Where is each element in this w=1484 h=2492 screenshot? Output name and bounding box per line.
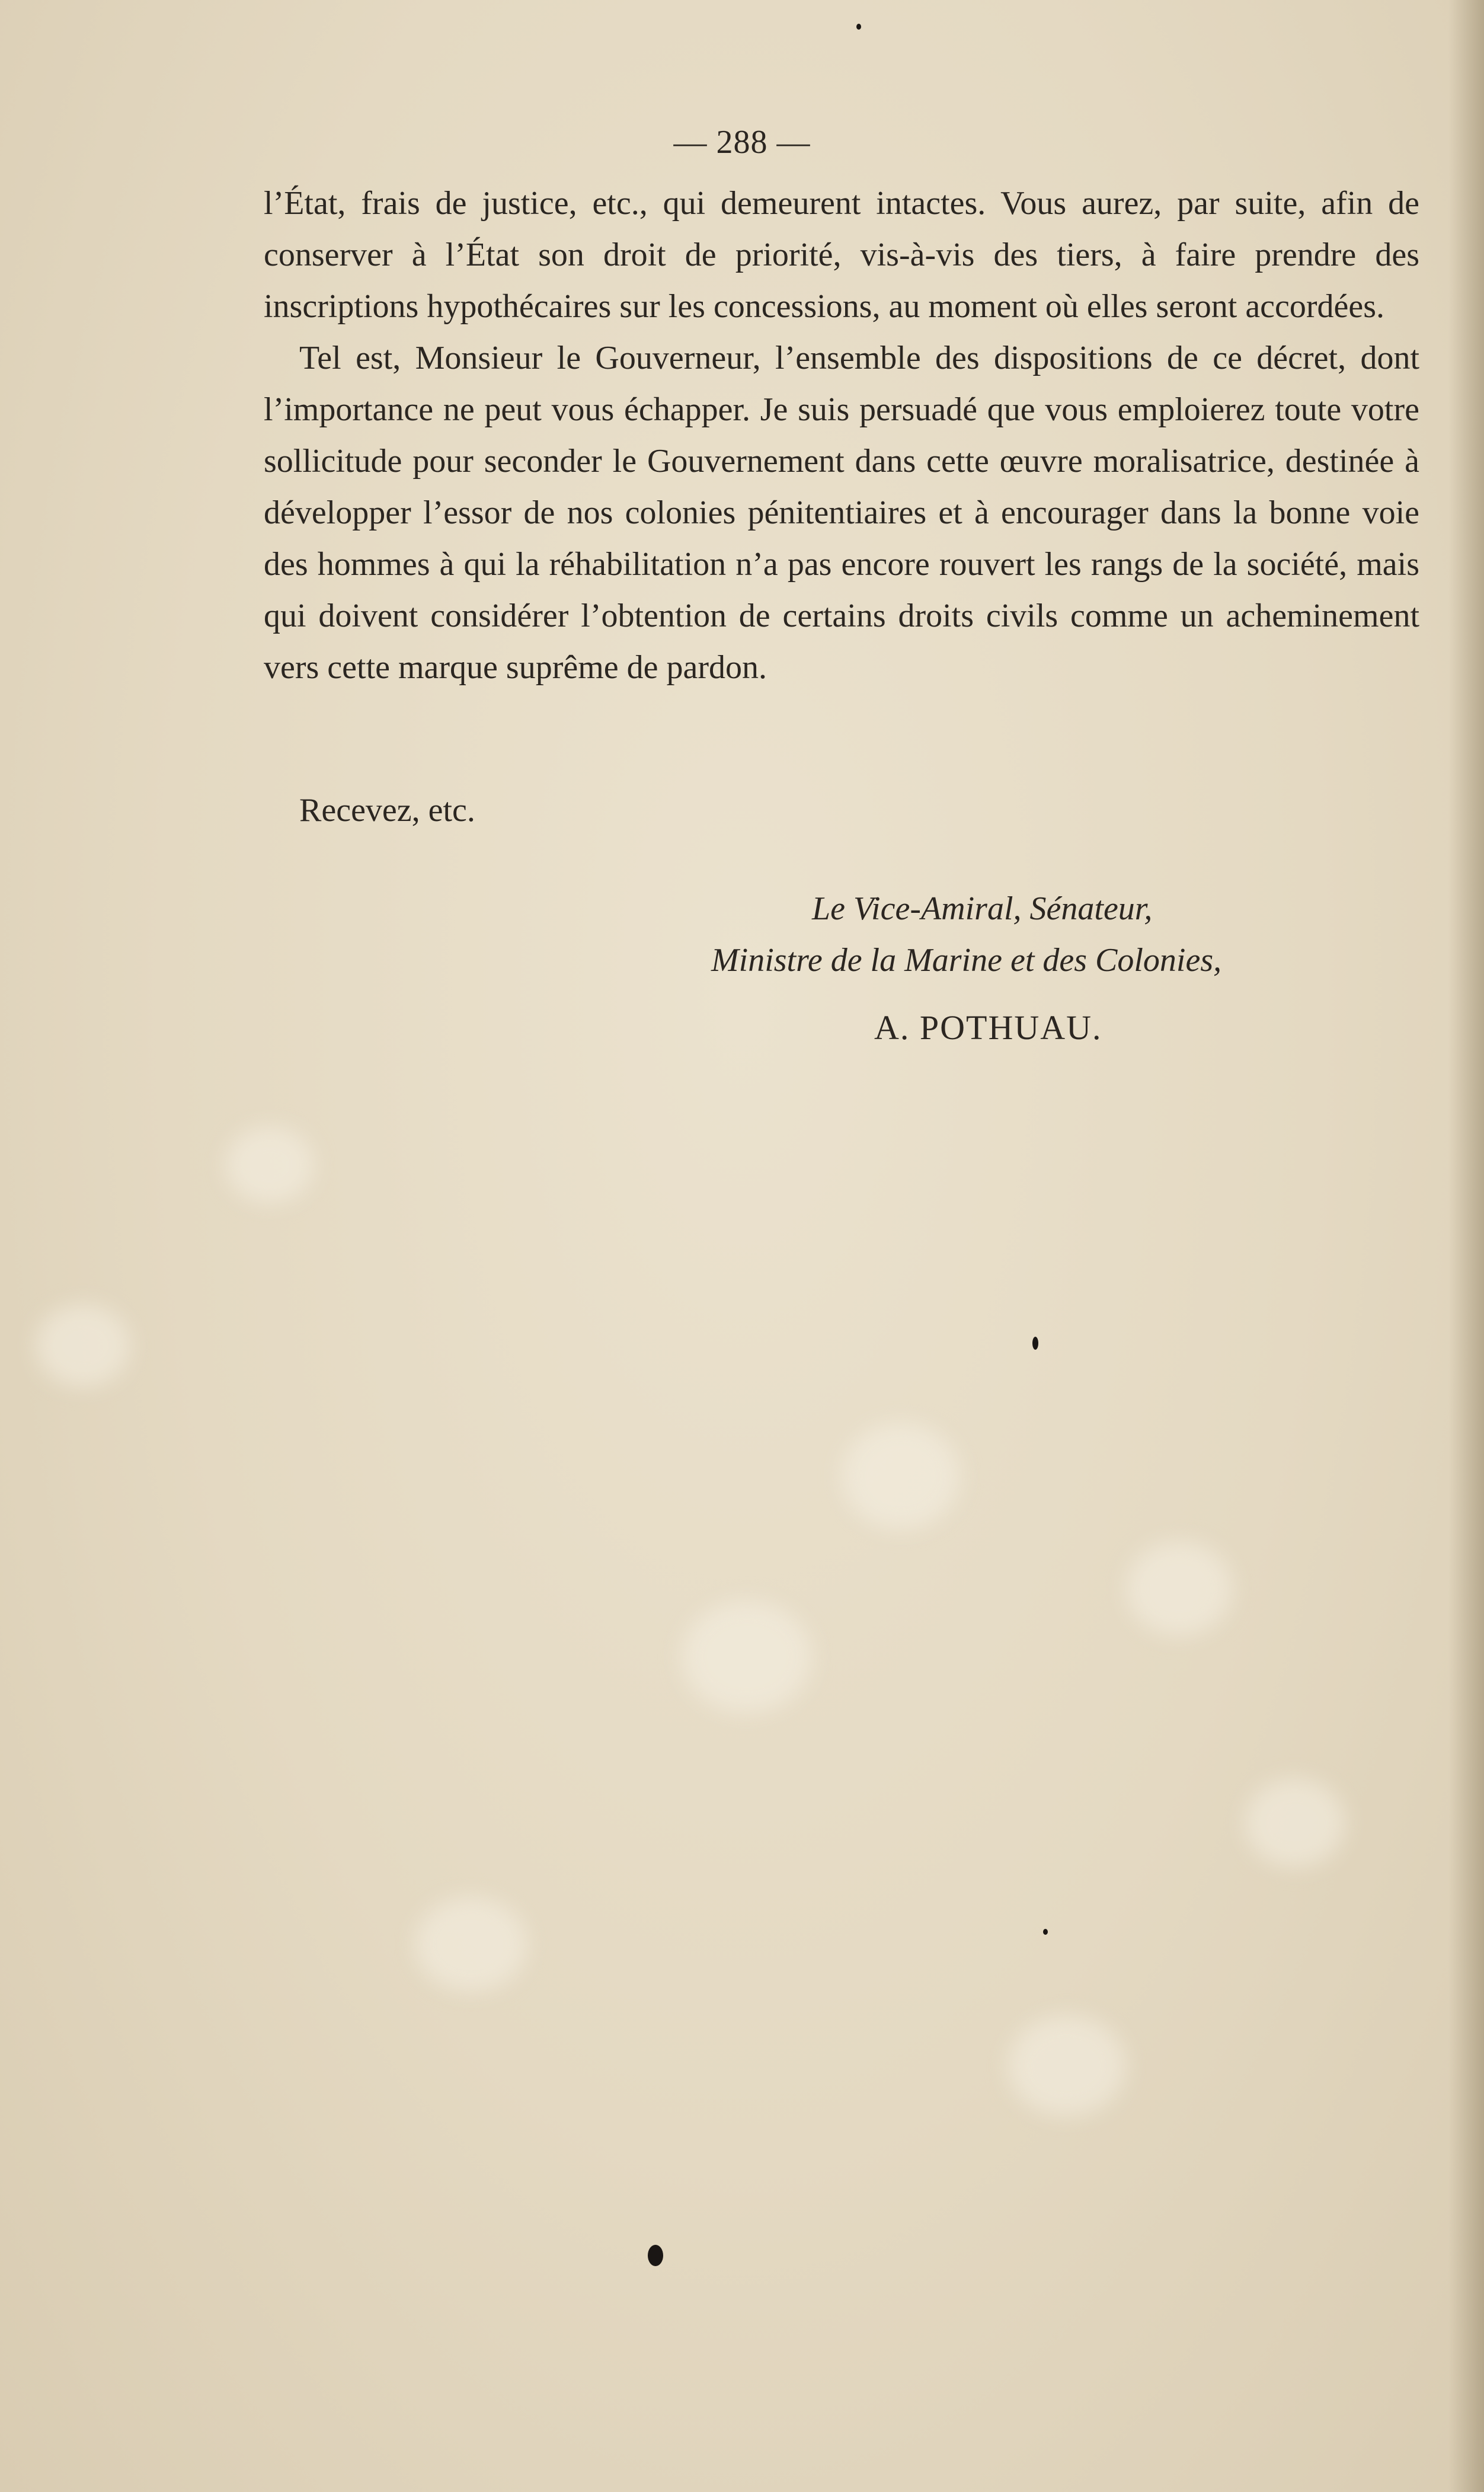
signature-title-line-2: Ministre de la Marine et des Colonies, bbox=[711, 942, 1222, 979]
closing-formula: Recevez, etc. bbox=[299, 792, 475, 829]
body-text bbox=[264, 178, 1419, 694]
paper-spot bbox=[1126, 1541, 1233, 1636]
paper-spot bbox=[1245, 1778, 1345, 1867]
paragraph-1: l’État, frais de justice, etc., qui demeurent intactes. Vous aurez, par suite, afin de conserver à l’État son droit de priorité, vis-à-vis des tiers, à faire prendre des inscriptions hypothécaires sur les concessions, au moment où elles seront accordées. bbox=[264, 185, 1419, 325]
ink-speck bbox=[1032, 1337, 1038, 1350]
paper-spot bbox=[682, 1600, 812, 1713]
ink-speck bbox=[856, 24, 861, 30]
page-edge-shadow bbox=[1448, 0, 1484, 2492]
ink-speck bbox=[1043, 1929, 1048, 1935]
paragraph-2: Tel est, Monsieur le Gouverneur, l’ensemble des dispositions de ce décret, dont l’importance ne peut vous échapper. Je suis persuadé que vous emploierez toute votre sollicitude pour seconder le Gouvernement dans cette œuvre moralisatrice, destinée à développer l’essor de nos colonies pénitentiaires et à encourager dans la bonne voie des hommes à qui la réhabilitation n’a pas encore rouvert les rangs de la société, mais qui doivent considérer l’obtention de certains droits civils comme un acheminement vers cette marque suprême de pardon. bbox=[264, 340, 1419, 686]
ink-speck bbox=[648, 2245, 663, 2266]
paper-spot bbox=[36, 1304, 130, 1387]
page-number: — 288 — bbox=[673, 124, 811, 161]
paper-spot bbox=[1008, 2015, 1126, 2116]
signature-block bbox=[646, 883, 1298, 986]
paper-spot bbox=[225, 1126, 314, 1203]
signature-title-line-1: Le Vice-Amiral, Sénateur, bbox=[812, 890, 1153, 927]
paper-spot bbox=[415, 1897, 527, 1992]
signature-name: A. POTHUAU. bbox=[874, 1008, 1102, 1047]
paper-spot bbox=[842, 1423, 960, 1529]
